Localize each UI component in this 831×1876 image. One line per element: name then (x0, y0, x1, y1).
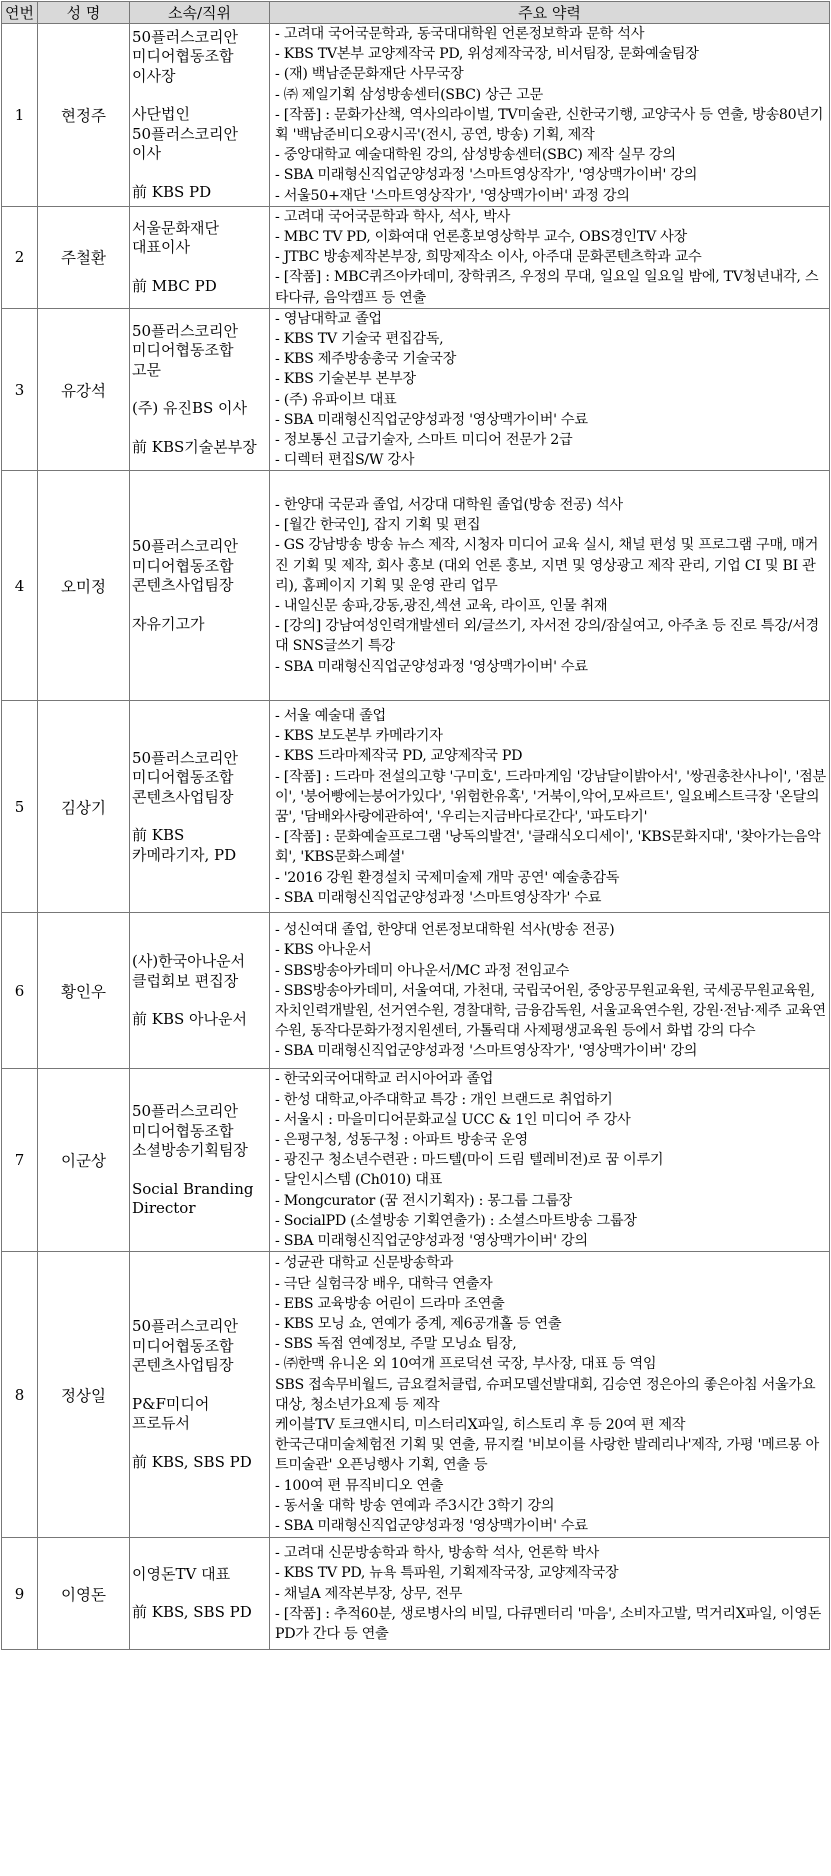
table-row (2, 1252, 830, 1538)
career-item: - KBS 보도본부 카메라기자 (275, 728, 443, 745)
row-number: 6 (2, 913, 38, 1069)
career-item: - 디렉터 편집S/W 강사 (275, 452, 415, 469)
affiliation-gap (132, 807, 267, 826)
career-item: - 광진구 청소년수련관 : 마드텔(마이 드림 텔레비전)로 꿈 이루기 (275, 1152, 664, 1169)
affiliation-line: 50플러스코리안 (132, 537, 239, 556)
career-item: - SBA 미래형신직업군양성과정 '스마트영상작가' 수료 (275, 889, 602, 906)
table-row (2, 701, 830, 913)
affiliation-line: Social Branding (132, 1179, 254, 1198)
affiliation-line: 前 MBC PD (132, 276, 217, 295)
header-no: 연번 (2, 2, 38, 24)
person-name: 현정주 (38, 24, 130, 207)
career-item: - 한양대 국문과 졸업, 서강대 대학원 졸업(방송 전공) 석사 (275, 497, 623, 514)
career-item: - Mongcurator (꿈 전시기획자) : 몽그룹 그룹장 (275, 1192, 572, 1209)
header-name: 성 명 (38, 2, 130, 24)
affiliation-line: P&F미디어 (132, 1394, 210, 1413)
affiliation-line: 카메라기자, PD (132, 845, 237, 864)
affiliation-cell (130, 1252, 270, 1538)
person-name: 김상기 (38, 701, 130, 913)
career-cell (270, 1252, 830, 1538)
affiliation-line: 콘텐츠사업팀장 (132, 787, 234, 806)
career-item: - 채널A 제작본부장, 상무, 전무 (275, 1585, 463, 1602)
affiliation-line: 미디어협동조합 (132, 768, 234, 787)
career-item: - EBS 교육방송 어린이 드라마 조연출 (275, 1295, 505, 1312)
person-name: 황인우 (38, 913, 130, 1069)
career-item: - SBS 독점 연예정보, 주말 모닝쇼 팀장, (275, 1336, 517, 1353)
table-row (2, 1069, 830, 1252)
career-item: - MBC TV PD, 이화여대 언론홍보영상학부 교수, OBS경인TV 사장 (275, 229, 687, 246)
career-item: - 서울50+재단 '스마트영상작가', '영상맥가이버' 과정 강의 (275, 187, 630, 204)
career-item: - 한국외국어대학교 러시아어과 졸업 (275, 1071, 494, 1088)
affiliation-line: 前 KBS, SBS PD (132, 1452, 252, 1471)
career-item: - KBS 모닝 쇼, 연예가 중계, 제6공개홀 등 연출 (275, 1315, 562, 1332)
roster-table (1, 1, 830, 1650)
affiliation-gap (132, 419, 267, 438)
career-item: - ㈜ 제일기획 삼성방송센터(SBC) 상근 고문 (275, 86, 543, 103)
row-number: 4 (2, 471, 38, 701)
affiliation-cell (130, 308, 270, 471)
career-cell (270, 913, 830, 1069)
affiliation-line: 前 KBS PD (132, 182, 212, 201)
affiliation-line: 미디어협동조합 (132, 1336, 234, 1355)
career-item: - KBS 제주방송총국 기술국장 (275, 351, 457, 368)
career-item: - 100여 편 뮤직비디오 연출 (275, 1477, 444, 1494)
career-item: - [작품] : 추적60분, 생로병사의 비밀, 다큐멘터리 '마음', 소비자고발, 먹거리X파일, 이영돈PD가 간다 등 연출 (275, 1605, 822, 1643)
career-item: 케이블TV 토크앤시티, 미스터리X파일, 히스토리 후 등 20여 편 제작 (275, 1417, 686, 1433)
affiliation-line: 50플러스코리안 (132, 27, 239, 46)
career-item: - JTBC 방송제작본부장, 희망제작소 이사, 아주대 문화콘텐츠학과 교수 (275, 249, 702, 266)
career-item: - 한성 대학교,아주대학교 특강 : 개인 브랜드로 취업하기 (275, 1091, 613, 1108)
career-item: - KBS TV본부 교양제작국 PD, 위성제작국장, 비서팀장, 문화예술팀장 (275, 46, 699, 63)
career-item: - 고려대 국어국문학과 학사, 석사, 박사 (275, 208, 511, 225)
affiliation-line: 이사장 (132, 66, 176, 85)
row-number: 1 (2, 24, 38, 207)
career-item: - [작품] : 문화가산책, 역사의라이벌, TV미술관, 신한국기행, 교양국사 등 연출, 방송80년기획 '백남준비디오광시곡'(전시, 공연, 방송) 기획, 제작 (275, 106, 824, 144)
career-item: - SocialPD (소셜방송 기획연출가) : 소셜스마트방송 그룹장 (275, 1212, 637, 1229)
career-item: - [작품] : 문화예술프로그램 '낭독의발견', '클래식오디세이', 'KBS문화지대', '찾아가는음악회', 'KBS문화스페셜' (275, 829, 821, 866)
affiliation-gap (132, 380, 267, 399)
person-name: 주철환 (38, 206, 130, 308)
career-cell (270, 1538, 830, 1650)
affiliation-line: 서울문화재단 (132, 218, 219, 237)
career-item: - ㈜한맥 유니온 외 10여개 프로덕션 국장, 부사장, 대표 등 역임 (275, 1356, 657, 1373)
career-item: - 달인시스템 (Ch010) 대표 (275, 1172, 443, 1189)
affiliation-line: 미디어협동조합 (132, 556, 234, 575)
person-name: 유강석 (38, 308, 130, 471)
affiliation-line: 前 KBS (132, 826, 185, 845)
affiliation-gap (132, 1161, 267, 1180)
career-item: - 은평구청, 성동구청 : 아파트 방송국 운영 (275, 1132, 528, 1149)
affiliation-line: 50플러스코리안 (132, 1317, 239, 1336)
career-item: - SBA 미래형신직업군양성과정 '영상맥가이버' 수료 (275, 411, 588, 428)
roster-body (2, 24, 830, 1650)
career-item: - SBA 미래형신직업군양성과정 '스마트영상작가', '영상맥가이버' 강의 (275, 1043, 698, 1060)
affiliation-gap (132, 1434, 267, 1453)
affiliation-cell (130, 24, 270, 207)
career-item: - SBA 미래형신직업군양성과정 '영상맥가이버' 수료 (275, 658, 588, 675)
affiliation-cell (130, 471, 270, 701)
affiliation-line: 콘텐츠사업팀장 (132, 1356, 234, 1375)
affiliation-line: 고문 (132, 360, 161, 379)
career-item: - 내일신문 송파,강동,광진,섹션 교육, 라이프, 인물 취재 (275, 598, 608, 615)
career-cell (270, 24, 830, 207)
career-cell (270, 701, 830, 913)
affiliation-cell (130, 1069, 270, 1252)
career-item: - 서울 예술대 졸업 (275, 707, 386, 724)
person-name: 이군상 (38, 1069, 130, 1252)
career-item: - SBA 미래형신직업군양성과정 '영상맥가이버' 수료 (275, 1518, 588, 1535)
career-item: - GS 강남방송 방송 뉴스 제작, 시청자 미디어 교육 실시, 채널 편성 및 프로그램 구매, 매거진 기획 및 제작, 회사 홍보 (대외 언론 홍보, 지면 및 영상광고 제작 관리, 기업 CI 및 BI 관리), 홈페이지 기획 및 운영 관리 업무 (275, 537, 819, 594)
affiliation-line: 50플러스코리안 (132, 321, 239, 340)
affiliation-cell (130, 1538, 270, 1650)
affiliation-gap (132, 596, 267, 615)
career-cell (270, 206, 830, 308)
career-item: - 고려대 신문방송학과 학사, 방송학 석사, 언론학 박사 (275, 1545, 599, 1562)
career-item: - '2016 강원 환경설치 국제미술제 개막 공연' 예술총감독 (275, 869, 620, 886)
affiliation-line: Director (132, 1199, 196, 1218)
header-row (2, 2, 830, 24)
career-item: - KBS 아나운서 (275, 942, 372, 959)
career-item: SBS 접속무비월드, 금요컬처클럽, 슈퍼모델선발대회, 김승연 정은아의 좋은아침 서울가요대상, 청소년가요제 등 제작 (275, 1376, 816, 1413)
row-number: 5 (2, 701, 38, 913)
row-number: 8 (2, 1252, 38, 1538)
row-number: 3 (2, 308, 38, 471)
career-item: - 성신여대 졸업, 한양대 언론정보대학원 석사(방송 전공) (275, 922, 615, 939)
affiliation-line: 前 KBS, SBS PD (132, 1603, 252, 1622)
career-cell (270, 1069, 830, 1252)
affiliation-cell (130, 206, 270, 308)
row-number: 7 (2, 1069, 38, 1252)
career-item: - 중앙대학교 예술대학원 강의, 삼성방송센터(SBC) 제작 실무 강의 (275, 147, 676, 164)
career-item: - 서울시 : 마을미디어문화교실 UCC & 1인 미디어 주 강사 (275, 1111, 631, 1128)
table-row (2, 471, 830, 701)
affiliation-line: 클럽회보 편집장 (132, 971, 239, 990)
career-item: - 영남대학교 졸업 (275, 310, 382, 327)
career-item: 한국근대미술체험전 기획 및 연출, 뮤지컬 '비보이를 사랑한 발레리나'제작, 가평 '메르몽 아트미술관' 오픈닝행사 기획, 연출 등 (275, 1437, 819, 1474)
person-name: 이영돈 (38, 1538, 130, 1650)
affiliation-cell (130, 913, 270, 1069)
person-name: 정상일 (38, 1252, 130, 1538)
affiliation-line: 前 KBS기술본부장 (132, 437, 257, 456)
career-item: - KBS TV 기술국 편집감독, (275, 331, 444, 348)
career-cell (270, 308, 830, 471)
career-item: - [작품] : 드라마 전설의고향 '구미호', 드라마게임 '강남달이밝아서', '쌍권총찬사나이', '점분이', '붕어빵에는붕어가있다', '위험한유혹', '거북이,악어,모싸르트', 일요베스트극장 '온달의꿈', '담배와사랑에관하여', '우리는지금바다로간다', '파도타기' (275, 768, 826, 825)
table-row (2, 206, 830, 308)
career-item: - SBS방송아카데미, 서울여대, 가천대, 국립국어원, 중앙공무원교육원, 국세공무원교육원, 자치인력개발원, 선거연수원, 경찰대학, 금융감독원, 서울교육연수원, 강원·전남·제주 교육연수원, 동작다문화가정지원센터, 가톨릭대 사제평생교육원 등에서 화법 강의 다수 (275, 982, 826, 1040)
affiliation-line: 소셜방송기획팀장 (132, 1141, 248, 1160)
table-row (2, 913, 830, 1069)
affiliation-line: 前 KBS 아나운서 (132, 1010, 248, 1029)
career-cell (270, 471, 830, 701)
affiliation-gap (132, 1584, 267, 1603)
affiliation-line: 이사 (132, 144, 161, 163)
career-item: - 정보통신 고급기술자, 스마트 미디어 전문가 2급 (275, 432, 573, 449)
affiliation-line: 콘텐츠사업팀장 (132, 576, 234, 595)
row-number: 9 (2, 1538, 38, 1650)
affiliation-gap (132, 258, 267, 277)
affiliation-line: 사단법인 (132, 105, 190, 124)
career-item: - [강의] 강남여성인력개발센터 외/글쓰기, 자서전 강의/잠실여고, 아주초 등 진로 특강/서경대 SNS글쓰기 특강 (275, 618, 819, 655)
affiliation-gap (132, 86, 267, 105)
affiliation-cell (130, 701, 270, 913)
affiliation-line: (주) 유진BS 이사 (132, 399, 247, 418)
career-item: - SBA 미래형신직업군양성과정 '스마트영상작가', '영상맥가이버' 강의 (275, 167, 698, 184)
career-item: - [월간 한국인], 잡지 기획 및 편집 (275, 517, 481, 534)
career-item: - KBS TV PD, 뉴욕 특파원, 기획제작국장, 교양제작국장 (275, 1565, 619, 1582)
career-item: - (주) 유파이브 대표 (275, 391, 397, 408)
career-item: - [작품] : MBC퀴즈아카데미, 장학퀴즈, 우정의 무대, 일요일 일요일 밤에, TV청년내각, 스타다큐, 음악캠프 등 연출 (275, 269, 819, 306)
affiliation-line: 50플러스코리안 (132, 124, 239, 143)
person-name: 오미정 (38, 471, 130, 701)
affiliation-line: 미디어협동조합 (132, 341, 234, 360)
table-row (2, 24, 830, 207)
affiliation-line: 이영돈TV 대표 (132, 1564, 231, 1583)
career-item: - (재) 백남준문화재단 사무국장 (275, 66, 464, 83)
career-item: - SBA 미래형신직업군양성과정 '영상맥가이버' 강의 (275, 1233, 588, 1250)
career-item: - SBS방송아카데미 아나운서/MC 과정 전임교수 (275, 962, 570, 979)
affiliation-line: 50플러스코리안 (132, 1102, 239, 1121)
header-career: 주요 약력 (270, 2, 830, 24)
career-item: - 성균관 대학교 신문방송학과 (275, 1255, 453, 1272)
row-number: 2 (2, 206, 38, 308)
affiliation-gap (132, 1376, 267, 1395)
header-affiliation: 소속/직위 (130, 2, 270, 24)
affiliation-line: 미디어협동조합 (132, 1121, 234, 1140)
affiliation-gap (132, 164, 267, 183)
table-row (2, 1538, 830, 1650)
table-row (2, 308, 830, 471)
affiliation-line: 자유기고가 (132, 614, 205, 633)
affiliation-line: 대표이사 (132, 238, 190, 257)
career-item: - 고려대 국어국문학과, 동국대대학원 언론정보학과 문학 석사 (275, 26, 645, 42)
affiliation-line: 프로듀서 (132, 1414, 190, 1433)
career-item: - KBS 드라마제작국 PD, 교양제작국 PD (275, 748, 523, 765)
affiliation-line: 50플러스코리안 (132, 748, 239, 767)
career-item: - 극단 실험극장 배우, 대학극 연출자 (275, 1275, 493, 1292)
career-item: - 동서울 대학 방송 연예과 주3시간 3학기 강의 (275, 1497, 555, 1514)
affiliation-line: (사)한국아나운서 (132, 952, 246, 971)
affiliation-gap (132, 991, 267, 1010)
affiliation-line: 미디어협동조합 (132, 47, 234, 66)
career-item: - KBS 기술본부 본부장 (275, 371, 416, 388)
